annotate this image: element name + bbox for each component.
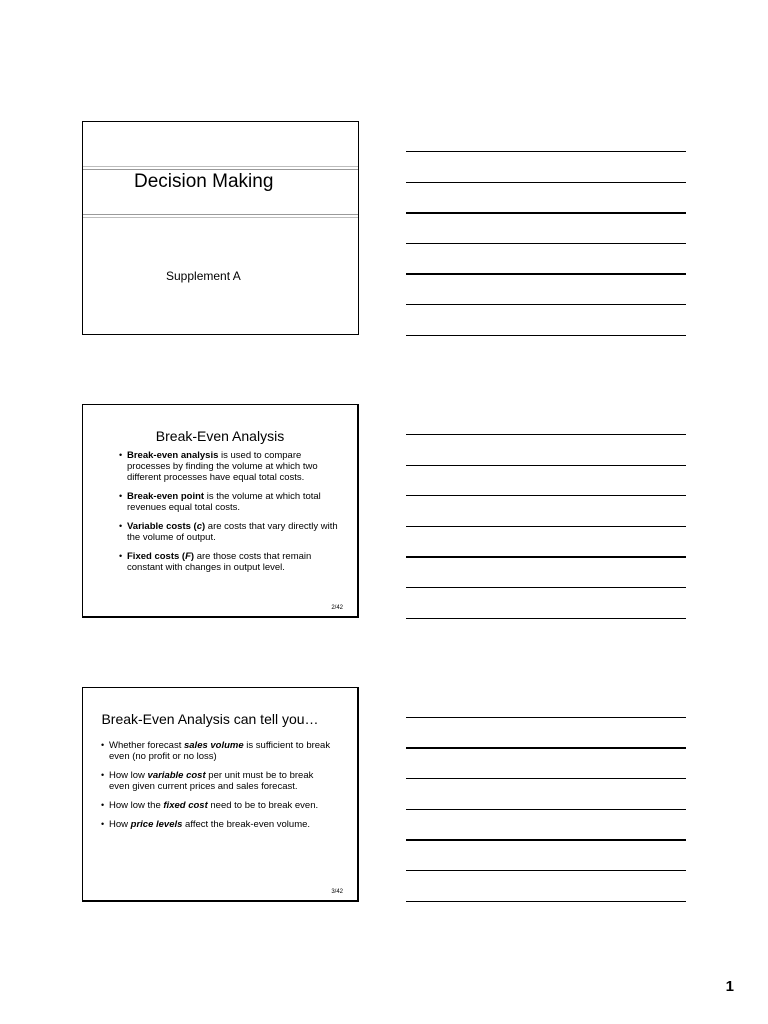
note-line — [406, 901, 686, 902]
bullet-item: • Fixed costs (F) are those costs that remain constant with changes in output level. — [127, 551, 339, 573]
note-line — [406, 526, 686, 527]
bullet-item: • How low variable cost per unit must be to break even given current prices and sales forecast. — [109, 770, 331, 792]
note-line — [406, 778, 686, 779]
bullet-item: • How price levels affect the break-even volume. — [109, 819, 331, 830]
bullet-item: • Break-even analysis is used to compare processes by finding the volume at which two different processes have equal total costs. — [127, 450, 339, 483]
slide-title: Break-Even Analysis can tell you… — [101, 711, 319, 727]
note-line — [406, 587, 686, 588]
bullet-list — [127, 450, 339, 581]
page-number: 1 — [725, 978, 734, 995]
note-line — [406, 243, 686, 244]
note-line — [406, 618, 686, 619]
note-line — [406, 304, 686, 305]
bullet-item: • Break-even point is the volume at which total revenues equal total costs. — [127, 491, 339, 513]
note-line — [406, 556, 686, 558]
note-line — [406, 809, 686, 810]
note-line — [406, 870, 686, 871]
note-line — [406, 747, 686, 749]
slide-title: Break-Even Analysis — [155, 428, 285, 444]
bullet-item: • Variable costs (c) are costs that vary directly with the volume of output. — [127, 521, 339, 543]
note-line — [406, 717, 686, 718]
note-line — [406, 212, 686, 214]
note-line — [406, 335, 686, 336]
note-line — [406, 839, 686, 841]
note-line — [406, 151, 686, 152]
slide-subtitle: Supplement A — [166, 269, 241, 283]
slide-title: Decision Making — [134, 171, 274, 192]
slide-1 — [82, 121, 359, 335]
note-line — [406, 434, 686, 435]
slide-page-number: 3/42 — [331, 889, 343, 895]
slide-3 — [82, 687, 359, 902]
note-line — [406, 182, 686, 183]
note-line — [406, 273, 686, 275]
note-line — [406, 495, 686, 496]
note-line — [406, 465, 686, 466]
slide-2 — [82, 404, 359, 618]
slide-page-number: 2/42 — [331, 605, 343, 611]
bullet-item: • Whether forecast sales volume is sufficient to break even (no profit or no loss) — [109, 740, 331, 762]
bullet-list — [109, 740, 331, 838]
bullet-item: • How low the fixed cost need to be to break even. — [109, 800, 331, 811]
